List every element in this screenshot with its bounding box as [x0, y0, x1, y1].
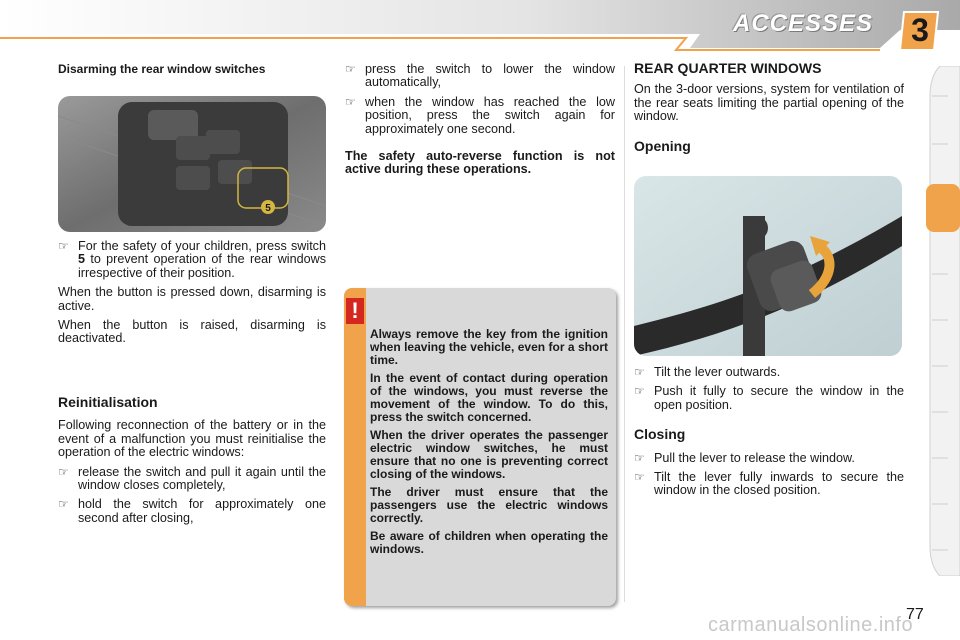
right-text	[634, 366, 904, 504]
column-divider	[624, 66, 625, 602]
hand-pointer-icon: ☞	[634, 450, 645, 465]
list-item: ☞ For the safety of your children, press switch 5 to prevent operation of the rear windows irrespective of their position.	[58, 239, 326, 280]
list-item: ☞ release the switch and pull it again until the window closes completely,	[58, 464, 326, 493]
switch-callout-5: 5	[265, 203, 271, 214]
page-number: 77	[906, 606, 924, 623]
paragraph: Following reconnection of the battery or in the event of a malfunction you must reinitialise the operation of the electric windows:	[58, 418, 326, 460]
right-column	[634, 62, 904, 163]
list-item: ☞ when the window has reached the low position, press the switch again for approximately one second.	[345, 94, 615, 136]
section-heading-opening: Opening	[634, 137, 691, 154]
list-item: ☞ hold the switch for approximately one second after closing,	[58, 497, 326, 525]
list-item: ☞ Pull the lever to release the window.	[634, 450, 855, 465]
hand-pointer-icon: ☞	[345, 62, 356, 76]
chapter-tabs	[926, 66, 960, 576]
hand-pointer-icon: ☞	[58, 464, 69, 479]
warning-stripe	[344, 288, 366, 606]
paragraph: When the button is pressed down, disarming is active.	[58, 285, 326, 313]
section-title-rear-quarter: REAR QUARTER WINDOWS	[634, 60, 822, 76]
chapter-number: 3	[911, 12, 929, 48]
warning-item: Always remove the key from the ignition when leaving the vehicle, even for a short time.	[370, 327, 608, 367]
section-heading-closing: Closing	[634, 426, 686, 443]
watermark: carmanualsonline.info	[708, 614, 914, 636]
header-band	[0, 0, 960, 58]
list-item: ☞ Tilt the lever outwards.	[634, 365, 781, 379]
left-column	[58, 63, 326, 76]
hand-pointer-icon: ☞	[634, 384, 645, 399]
hand-pointer-icon: ☞	[345, 94, 356, 109]
hand-pointer-icon: ☞	[58, 239, 69, 253]
rear-window-lever-photo	[634, 176, 902, 356]
page-title: ACCESSES	[733, 10, 874, 37]
warning-item: The driver must ensure that the passengers use the electric windows correctly.	[370, 485, 608, 525]
warning-icon: !	[346, 298, 364, 324]
safety-note: The safety auto-reverse function is not active during these operations.	[345, 149, 615, 177]
left-text	[58, 240, 326, 352]
reinit-section	[58, 396, 326, 531]
section-heading-disarming: Disarming the rear window switches	[58, 62, 266, 76]
list-item: ☞ press the switch to lower the window automatically,	[345, 62, 615, 90]
middle-column	[345, 63, 615, 183]
warning-item: In the event of contact during operation of the windows, you must reverse the movement of the window. To do this, press the switch concerned.	[370, 371, 608, 424]
hand-pointer-icon: ☞	[634, 365, 645, 379]
paragraph: On the 3-door versions, system for ventilation of the rear seats limiting the partial opening of the window.	[634, 82, 904, 124]
list-item: ☞ Tilt the lever fully inwards to secure the window in the closed position.	[634, 470, 904, 498]
window-switch-photo	[58, 96, 326, 232]
warning-box	[344, 288, 616, 606]
section-heading-reinitialisation: Reinitialisation	[58, 394, 158, 410]
list-item: ☞ Push it fully to secure the window in the open position.	[634, 384, 904, 412]
warning-item: When the driver operates the passenger electric window switches, he must ensure that no one is preventing correct closing of the windows.	[370, 428, 608, 481]
hand-pointer-icon: ☞	[58, 497, 69, 512]
paragraph: When the button is raised, disarming is deactivated.	[58, 318, 326, 346]
hand-pointer-icon: ☞	[634, 470, 645, 485]
warning-text	[370, 328, 608, 561]
warning-item: Be aware of children when operating the windows.	[370, 529, 608, 556]
